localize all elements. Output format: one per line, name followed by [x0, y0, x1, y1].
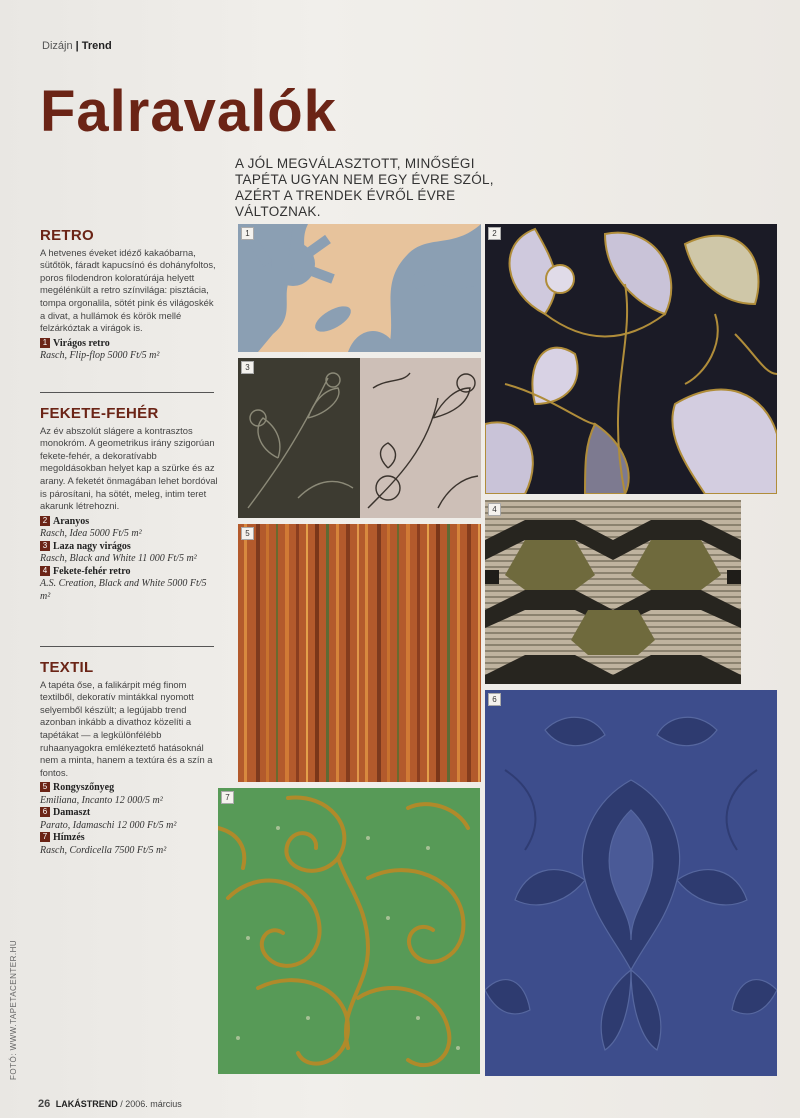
green-embroidery-pattern: [218, 788, 480, 1074]
wallpaper-photo-6: [485, 690, 777, 1076]
item-name: Hímzés: [53, 832, 85, 844]
photo-number: 1: [241, 227, 254, 240]
header-category: Trend: [81, 40, 112, 52]
photo-credit: FOTÓ: WWW.TAPETACENTER.HU: [9, 939, 18, 1080]
wallpaper-photo-4: [485, 500, 741, 684]
photo-number: 3: [241, 361, 254, 374]
section-textil: [40, 659, 218, 857]
product-item: [40, 807, 218, 832]
section-title: RETRO: [40, 227, 94, 244]
geometric-retro-pattern: [485, 500, 741, 684]
item-name: Laza nagy virágos: [53, 540, 131, 552]
wallpaper-photo-2: [485, 224, 777, 494]
divider: [40, 646, 214, 647]
show-through-text: [400, 75, 412, 125]
page-number: 26: [38, 1098, 51, 1110]
product-item: [40, 338, 218, 363]
item-name: Fekete-fehér retro: [53, 565, 131, 577]
item-number: 2: [40, 516, 50, 526]
item-source: Rasch, Idea 5000 Ft/5 m²: [40, 528, 142, 540]
section-fekete-feher: [40, 405, 218, 603]
product-item: [40, 566, 218, 604]
divider: [40, 392, 214, 393]
item-source: A.S. Creation, Black and White 5000 Ft/5 m²: [40, 578, 207, 602]
section-title: TEXTIL: [40, 659, 94, 676]
wallpaper-photo-3: [238, 358, 481, 518]
sketch-floral-pattern: [238, 358, 481, 518]
photo-number: 4: [488, 503, 501, 516]
section-body: Az év abszolút slágere a kontrasztos monokróm. A geometrikus irány szigorúan fekete-fehér, a dekoratívabb megoldásokban helyet kap a szürke és az arany. A feketét önmagában lehet bordóval is párosítani, ha sötét, meleg, intim teret akarunk létrehozni.: [40, 424, 218, 512]
section-retro: [40, 227, 218, 363]
wallpaper-photo-7: [218, 788, 480, 1074]
issue-date: / 2006. március: [120, 1099, 182, 1109]
header-section: Dizájn: [42, 40, 73, 52]
item-source: Emiliana, Incanto 12 000/5 m²: [40, 794, 163, 806]
page-title: Falravalók: [40, 79, 337, 144]
photo-number: 6: [488, 693, 501, 706]
item-name: Virágos retro: [53, 337, 110, 349]
section-header: Dizájn | Trend: [42, 40, 112, 52]
wallpaper-photo-1: [238, 224, 481, 352]
item-source: Rasch, Black and White 11 000 Ft/5 m²: [40, 553, 197, 565]
wallpaper-photo-5: [238, 524, 481, 782]
item-number: 5: [40, 782, 50, 792]
item-number: 7: [40, 832, 50, 842]
item-name: Rongyszőnyeg: [53, 782, 115, 794]
product-item: [40, 541, 218, 566]
item-source: Rasch, Cordicella 7500 Ft/5 m²: [40, 844, 167, 856]
item-number: 4: [40, 566, 50, 576]
item-source: Parato, Idamaschi 12 000 Ft/5 m²: [40, 819, 177, 831]
gold-floral-pattern: [485, 224, 777, 494]
section-title: FEKETE-FEHÉR: [40, 405, 159, 422]
product-item: [40, 782, 218, 807]
item-number: 3: [40, 541, 50, 551]
item-name: Aranyos: [53, 515, 90, 527]
rag-rug-stripe-pattern: [238, 524, 481, 782]
item-number: 1: [40, 338, 50, 348]
product-item: [40, 832, 218, 857]
photo-number: 7: [221, 791, 234, 804]
section-body: A tapéta őse, a falikárpit még finom textilből, dekoratív mintákkal nyomott selyemből készült; a legújabb trend azonban inkább a divathoz közelíti a tapétákat — a legkülönfélébb ruhaanyagokra emlékeztető hatásoknál nem a minta, hanem a textúra és a szín a fontos.: [40, 678, 213, 778]
page-footer: [38, 1098, 182, 1110]
blue-damask-pattern: [485, 690, 777, 1076]
photo-number: 5: [241, 527, 254, 540]
item-number: 6: [40, 807, 50, 817]
photo-number: 2: [488, 227, 501, 240]
magazine-name: LAKÁSTREND: [55, 1099, 118, 1109]
item-source: Rasch, Flip-flop 5000 Ft/5 m²: [40, 350, 160, 362]
item-name: Damaszt: [53, 807, 91, 819]
product-item: [40, 516, 218, 541]
lead-paragraph: A JÓL MEGVÁLASZTOTT, MINŐSÉGI TAPÉTA UGYAN NEM EGY ÉVRE SZÓL, AZÉRT A TRENDEK ÉVRŐL ÉVRE VÁLTOZNAK.: [235, 156, 494, 219]
section-body: A hetvenes éveket idéző kakaóbarna, sütőtök, fáradt kapucsínó és dohányfoltos, poros filodendron koloratúrája helyett megélénkült a retro színvilága: pisztácia, tompa orgonalila, sötét pink és világoskék a divat, a hullámok és körök mellé felzárkóztak a virágok is.: [40, 246, 216, 334]
retro-floral-pattern: [238, 224, 481, 352]
